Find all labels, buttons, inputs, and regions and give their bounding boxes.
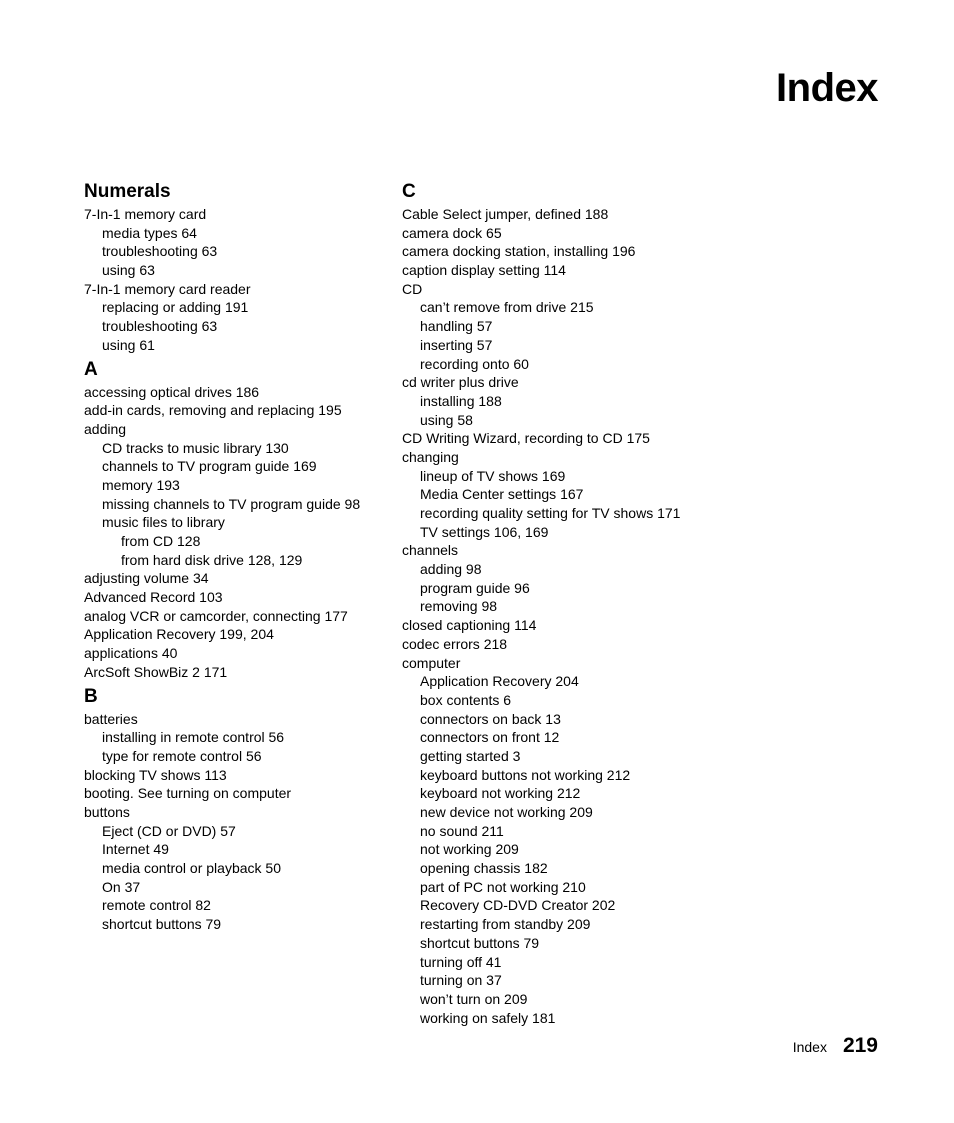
index-entry: camera docking station, installing 196 — [402, 243, 636, 260]
index-section-heading: A — [84, 358, 98, 380]
index-subentry: CD tracks to music library 130 — [102, 439, 289, 456]
page-number: 219 — [842, 1034, 878, 1057]
index-section-heading: Numerals — [84, 181, 171, 202]
index-subentry: music files to library — [102, 514, 225, 531]
index-entry: booting. See turning on computer — [84, 785, 292, 802]
index-subentry: keyboard not working 212 — [420, 785, 581, 802]
index-subentry: connectors on back 13 — [420, 710, 561, 727]
index-subentry: working on safely 181 — [420, 1009, 556, 1026]
index-entry: Application Recovery 199, 204 — [84, 626, 274, 643]
index-entry: analog VCR or camcorder, connecting 177 — [84, 607, 348, 624]
index-subentry: adding 98 — [420, 561, 482, 578]
index-subentry: shortcut buttons 79 — [102, 916, 222, 933]
index-subentry: shortcut buttons 79 — [420, 934, 540, 951]
index-subentry: inserting 57 — [420, 336, 493, 353]
index-subentry: type for remote control 56 — [102, 747, 262, 764]
index-subentry: not working 209 — [420, 841, 519, 858]
index-subentry: Internet 49 — [102, 841, 169, 858]
index-entry: closed captioning 114 — [402, 617, 537, 634]
index-entry: add-in cards, removing and replacing 195 — [84, 402, 342, 419]
index-subentry: can’t remove from drive 215 — [420, 299, 594, 316]
index-section-heading: B — [84, 685, 98, 707]
index-subentry: turning on 37 — [420, 972, 502, 989]
index-entry: channels — [402, 542, 459, 559]
index-subentry: troubleshooting 63 — [102, 243, 218, 260]
index-subentry: replacing or adding 191 — [102, 299, 249, 316]
index-entry: caption display setting 114 — [402, 262, 566, 279]
index-subentry: box contents 6 — [420, 691, 512, 708]
index-subentry: Media Center settings 167 — [420, 486, 584, 503]
index-subentry: program guide 96 — [420, 579, 530, 596]
index-subentry: no sound 211 — [420, 822, 504, 839]
index-entry: Cable Select jumper, defined 188 — [402, 206, 609, 222]
index-entry: adding — [84, 420, 127, 437]
index-subentry: getting started 3 — [420, 747, 521, 764]
index-subentry: Application Recovery 204 — [420, 673, 579, 690]
index-column-left — [84, 181, 384, 934]
index-subentry: turning off 41 — [420, 953, 502, 970]
index-entry: computer — [402, 654, 461, 671]
index-entry: 7-In-1 memory card reader — [84, 280, 251, 297]
index-entry: codec errors 218 — [402, 635, 508, 652]
index-entry: batteries — [84, 710, 138, 727]
page-footer — [793, 1034, 878, 1058]
index-subentry: On 37 — [102, 878, 141, 895]
index-subentry: Eject (CD or DVD) 57 — [102, 822, 236, 839]
index-entry: cd writer plus drive — [402, 374, 519, 391]
page-title: Index — [776, 66, 878, 110]
index-entry: changing — [402, 448, 459, 465]
index-subentry: handling 57 — [420, 318, 493, 335]
index-entry: CD Writing Wizard, recording to CD 175 — [402, 430, 650, 447]
index-subentry: won’t turn on 209 — [420, 990, 528, 1007]
index-subentry: lineup of TV shows 169 — [420, 467, 566, 484]
index-entry: ArcSoft ShowBiz 2 171 — [84, 663, 228, 680]
index-subentry: TV settings 106, 169 — [420, 523, 549, 540]
index-entry: blocking TV shows 113 — [84, 766, 227, 783]
index-subentry: installing 188 — [420, 392, 502, 409]
index-section-heading: C — [402, 181, 416, 202]
index-entry: adjusting volume 34 — [84, 570, 209, 587]
index-subentry: removing 98 — [420, 598, 498, 615]
index-column-right — [402, 181, 722, 1027]
footer-label: Index — [792, 1039, 827, 1055]
index-entry: camera dock 65 — [402, 224, 502, 241]
index-entry: applications 40 — [84, 645, 178, 662]
index-entry: Advanced Record 103 — [84, 589, 223, 606]
index-subentry: from hard disk drive 128, 129 — [121, 551, 303, 568]
index-subentry: new device not working 209 — [420, 804, 593, 820]
index-subentry: part of PC not working 210 — [420, 878, 586, 895]
index-subentry: opening chassis 182 — [420, 860, 548, 877]
index-subentry: Recovery CD-DVD Creator 202 — [420, 897, 616, 914]
index-subentry: using 61 — [102, 336, 155, 353]
index-subentry: recording onto 60 — [420, 355, 529, 372]
index-entry: CD — [402, 280, 423, 297]
index-entry: 7-In-1 memory card — [84, 206, 207, 222]
index-subentry: keyboard buttons not working 212 — [420, 766, 631, 783]
index-subentry: recording quality setting for TV shows 171 — [420, 505, 681, 521]
index-subentry: media control or playback 50 — [102, 860, 281, 876]
index-subentry: remote control 82 — [102, 897, 211, 914]
index-subentry: using 63 — [102, 262, 155, 279]
index-subentry: troubleshooting 63 — [102, 318, 218, 335]
index-subentry: connectors on front 12 — [420, 729, 560, 746]
index-subentry: from CD 128 — [121, 533, 201, 549]
index-subentry: missing channels to TV program guide 98 — [102, 495, 361, 512]
index-subentry: media types 64 — [102, 224, 197, 241]
index-subentry: channels to TV program guide 169 — [102, 458, 317, 475]
index-subentry: using 58 — [420, 411, 473, 428]
index-entry: buttons — [84, 803, 130, 820]
index-subentry: restarting from standby 209 — [420, 916, 591, 933]
index-entry: accessing optical drives 186 — [84, 383, 260, 400]
index-subentry: memory 193 — [102, 476, 180, 493]
index-subentry: installing in remote control 56 — [102, 729, 285, 746]
